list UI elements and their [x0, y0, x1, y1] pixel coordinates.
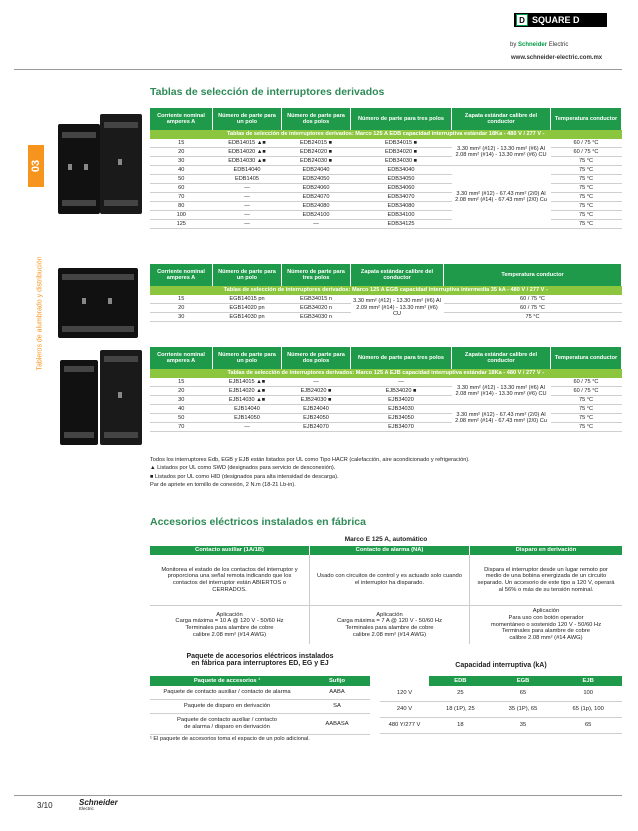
page-number: 3/10: [37, 801, 53, 810]
breaker-image-eg: [58, 268, 138, 338]
breaker-image-ed: [58, 124, 100, 214]
col-header: Número de parte para dos polos: [282, 108, 351, 130]
breaker-image-ej-3p: [100, 350, 142, 445]
section-title-selection: Tablas de selección de interruptores derivados: [150, 86, 385, 98]
zapata-cell: 3.30 mm² (#12) - 13.30 mm² (#6) Al 2.08 mm² (#14) - 13.30 mm² (#6) CU: [452, 378, 551, 405]
table-row: 80 — EDB24080 EDB34080 75 °C: [150, 202, 622, 211]
col-header: Número de parte para un polo: [213, 108, 282, 130]
frame-title: Marco E 125 A, automático: [344, 536, 428, 543]
table-subheader: Tablas de selección de interruptores derivados: Marco 125 A EDB capacidad interruptiva estándar 18Ka - 480 V / 277 V -: [150, 130, 622, 139]
table-row: 30 EDB14030 ▲■ EDB24030 ■ EDB34030 ■ 75 °C: [150, 157, 622, 166]
table-row: 240 V 18 (1P), 25 35 (1P), 65 65 (1p), 100: [380, 702, 622, 718]
schneider-logo: Schneider Electric: [79, 798, 118, 811]
capacity-table: EDB EGB EJB 120 V 25 65 100 240 V 18 (1P), 25 35 (1P), 65 65 (1p), 100 480 Y/277 V 18 35 65: [380, 676, 622, 734]
app-shunt: Aplicación Para uso con botón operador momentáneo o sostenido 120 V - 50/60 Hz Terminales para alambre de cobre calibre 2.08 mm² (#14 AWG): [490, 608, 602, 641]
table-row: 20 EGB14020 pn EGB34020 n 60 / 75 °C: [150, 304, 622, 313]
table-row: 30 EJB14030 ▲■ EJB24030 ■ EJB34020 75 °C: [150, 396, 622, 405]
table-row: Paquete de contacto auxiliar / contacto de alarma / disparo en derivación AABASA: [150, 714, 370, 735]
logo-letter: D: [516, 14, 528, 26]
app-alarm: Aplicación Carga máxima = 7 A @ 120 V - 50/60 Hz Terminales para alambre de cobre calibre 2.08 mm² (#14 AWG): [310, 606, 470, 645]
website-url[interactable]: www.schneider-electric.com.mx: [511, 55, 603, 61]
square-d-logo: [514, 13, 607, 27]
table-subheader: Tablas de selección de interruptores derivados: Marco 125 A EJB capacidad interruptiva estándar 18Ka - 480 V / 277 V -: [150, 369, 622, 378]
table-notes: Todos los interruptores Edb, EGB y EJB están listados por UL como Tipo HACR (calefacción, aire acondicionado y refrigeración). ▲ Listados por UL como SWD (designados para servicio de desconexión). ■ Listados por UL como HID (designados para alta intensidad de descarga). Par de apriete en tornillo de conexión, 2 N.m (18-21 Lb-in).: [150, 457, 470, 488]
col-header: Zapata estándar calibre del conductor: [452, 108, 551, 130]
desc-shunt: Dispara el interruptor desde un lugar remoto por medio de una bobina energizada de un circuito separado. Un accesorio de este tipo a 120 V, operará al 56% o más de su tensión nominal.: [470, 555, 623, 606]
table-row: 480 Y/277 V 18 35 65: [380, 718, 622, 734]
by-schneider: by Schneider Electric: [510, 42, 569, 48]
table-subheader: Tablas de selección de interruptores derivados: Marco 125 A EGB capacidad interruptiva intermedia 35 kA - 480 V / 277 V -: [150, 286, 622, 295]
table-row: 50 EDB1405 EDB24050 EDB34050 75 °C: [150, 175, 622, 184]
breaker-image-ed-3p: [100, 114, 142, 214]
table-row: 60 — EDB24060 EDB34060 75 °C: [150, 184, 622, 193]
table-row: 70 — EJB24070 EJB34070 75 °C: [150, 423, 622, 432]
table-row: 70 — EDB24070 EDB34070 75 °C: [150, 193, 622, 202]
capacity-title: Capacidad interruptiva (kA): [455, 662, 547, 669]
table-edb: [150, 108, 622, 229]
app-aux: Aplicación Carga máxima = 10 A @ 120 V - 50/60 Hz Terminales para alambre de cobre calibre 2.08 mm² (#14 AWG): [150, 606, 310, 645]
table-row: 40 EDB14040 EDB24040 EDB34040 3.30 mm² (#12) - 67.43 mm² (2/0) Al 2.08 mm² (#14) - 67.43 mm² (2/0) Cu 75 °C: [150, 166, 622, 175]
table-row: 15 EDB14015 ▲■ EDB24015 ■ EDB34015 ■ 3.30 mm² (#12) - 13.30 mm² (#6) Al 2.08 mm² (#14) - 13.30 mm² (#6) CU 60 / 75 °C: [150, 139, 622, 148]
table-row: 40 EJB14040 EJB24040 EJB34030 3.30 mm² (#12) - 67.43 mm² (2/0) Al 2.08 mm² (#14) - 67.43 mm² (2/0) Cu 75 °C: [150, 405, 622, 414]
col-header: Temperatura conductor: [551, 108, 622, 130]
col-header: Número de parte para tres polos: [351, 108, 452, 130]
kit-title: Paquete de accesorios eléctricos instalados en fábrica para interruptores ED, EG y EJ: [186, 653, 334, 667]
col-header: Corriente nominal amperes A: [150, 108, 213, 130]
table-row: 15 EJB14015 ▲■ — — 3.30 mm² (#12) - 13.30 mm² (#6) Al 2.08 mm² (#14) - 13.30 mm² (#6) CU 60 / 75 °C: [150, 378, 622, 387]
desc-alarm: Usado con circuitos de control y es actuado solo cuando el interruptor ha disparado.: [310, 555, 470, 606]
table-row: Paquete de disparo en derivación SA: [150, 700, 370, 714]
table-row: 20 EJB14020 ▲■ EJB24020 ■ EJB34020 ■ 60 / 75 °C: [150, 387, 622, 396]
table-row: 100 — EDB24100 EDB34100 75 °C: [150, 211, 622, 220]
logo-text: SQUARE D: [532, 15, 580, 25]
kit-footnote: ¹ El paquete de accesorios toma el espacio de un polo adicional.: [150, 736, 310, 742]
desc-aux: Monitorea el estado de los contactos del interruptor y proporciona una señal remota indicando que los contactos del interruptor están ABIERTOS o CERRADOS.: [150, 555, 310, 606]
zapata-cell: 3.30 mm² (#12) - 67.43 mm² (2/0) Al 2.08 mm² (#14) - 67.43 mm² (2/0) Cu: [452, 166, 551, 229]
breaker-image-ej: [60, 360, 98, 445]
chapter-vertical-title: Tableros de alumbrado y distribución: [36, 256, 44, 371]
table-row: 125 — — EDB34125 75 °C: [150, 220, 622, 229]
table-row: 20 EDB14020 ▲■ EDB24020 ■ EDB34020 ■ 60 / 75 °C: [150, 148, 622, 157]
table-row: 30 EGB14030 pn EGB34030 n 75 °C: [150, 313, 622, 322]
table-row: 15 EGB14015 pn EGB34015 n 3.30 mm² (#12) - 13.30 mm² (#6) Al 2.09 mm² (#14) - 13.30 mm² (#6) CU 60 / 75 °C: [150, 295, 622, 304]
header-divider: [14, 69, 622, 70]
zapata-cell: 3.30 mm² (#12) - 13.30 mm² (#6) Al 2.09 mm² (#14) - 13.30 mm² (#6) CU: [351, 295, 444, 322]
chapter-tab: 03: [28, 145, 44, 187]
section-title-accessories: Accesorios eléctricos instalados en fábrica: [150, 516, 366, 528]
table-ejb: Corriente nominal amperes A Número de parte para un polo Número de parte para dos polos Número de parte para tres polos Zapata estándar calibre del conductor Temperatura conductor Tablas de selección de interruptores derivados: Marco 125 A EJB capacidad interruptiva estándar 18Ka - 480 V / 277 V - 15 EJB14015 ▲■ — — 3.30 mm² (#12) - 13.30 mm² (#6) Al 2.08 mm² (#14) - 13.30 mm² (#6) CU 60 / 75 °C 20 EJB14020 ▲■ EJB24020 ■ EJB34020 ■ 60 / 75 °C 30 EJB14030 ▲■ EJB24030 ■ EJB34020 75 °C 40 EJB14040 EJB24040 EJB34030 3.30 mm² (#12) - 67.43 mm² (2/0) Al 2.08 mm² (#14) - 67.43 mm² (2/0) Cu 75 °C 50 EJB14050 EJB24050 EJB34050 75 °C 70 — EJB24070 EJB34070 75 °C: [150, 347, 622, 432]
zapata-cell: 3.30 mm² (#12) - 67.43 mm² (2/0) Al 2.08 mm² (#14) - 67.43 mm² (2/0) Cu: [452, 405, 551, 432]
footer-divider: [14, 795, 622, 796]
table-egb: Corriente nominal amperes A Número de parte para un polo Número de parte para tres polos Zapata estándar calibre del conductor Temperatura conductor Tablas de selección de interruptores derivados: Marco 125 A EGB capacidad interruptiva intermedia 35 kA - 480 V / 277 V - 15 EGB14015 pn EGB34015 n 3.30 mm² (#12) - 13.30 mm² (#6) Al 2.09 mm² (#14) - 13.30 mm² (#6) CU 60 / 75 °C 20 EGB14020 pn EGB34020 n 60 / 75 °C 30 EGB14030 pn EGB34030 n 75 °C: [150, 264, 622, 322]
table-row: Paquete de contacto auxiliar / contacto de alarma AABA: [150, 686, 370, 700]
accessories-table: Contacto auxiliar (1A/1B) Contacto de alarma (NA) Disparo en derivación Monitorea el estado de los contactos del interruptor y proporciona una señal remota indicando que los contactos del interruptor están ABIERTOS o CERRADOS. Usado con circuitos de control y es actuado solo cuando el interruptor ha disparado. Dispara el interruptor desde un lugar remoto por medio de una bobina energizada de un circuito separado. Un accesorio de este tipo a 120 V, operará al 56% o más de su tensión nominal. Aplicación Carga máxima = 10 A @ 120 V - 50/60 Hz Terminales para alambre de cobre calibre 2.08 mm² (#14 AWG) Aplicación Carga máxima = 7 A @ 120 V - 50/60 Hz Terminales para alambre de cobre calibre 2.08 mm² (#14 AWG) Aplicación Para uso con botón operador momentáneo o sostenido 120 V - 50/60 Hz Terminales para alambre de cobre calibre 2.08 mm² (#14 AWG): [150, 546, 622, 644]
table-row: 120 V 25 65 100: [380, 686, 622, 702]
kit-table: Paquete de accesorios ¹ Sufijo Paquete de contacto auxiliar / contacto de alarma AABA Paquete de disparo en derivación SA Paquete de contacto auxiliar / contacto de alarma / disparo en derivación AABASA: [150, 676, 370, 735]
table-row: 50 EJB14050 EJB24050 EJB34050 75 °C: [150, 414, 622, 423]
zapata-cell: 3.30 mm² (#12) - 13.30 mm² (#6) Al 2.08 mm² (#14) - 13.30 mm² (#6) CU: [452, 139, 551, 166]
